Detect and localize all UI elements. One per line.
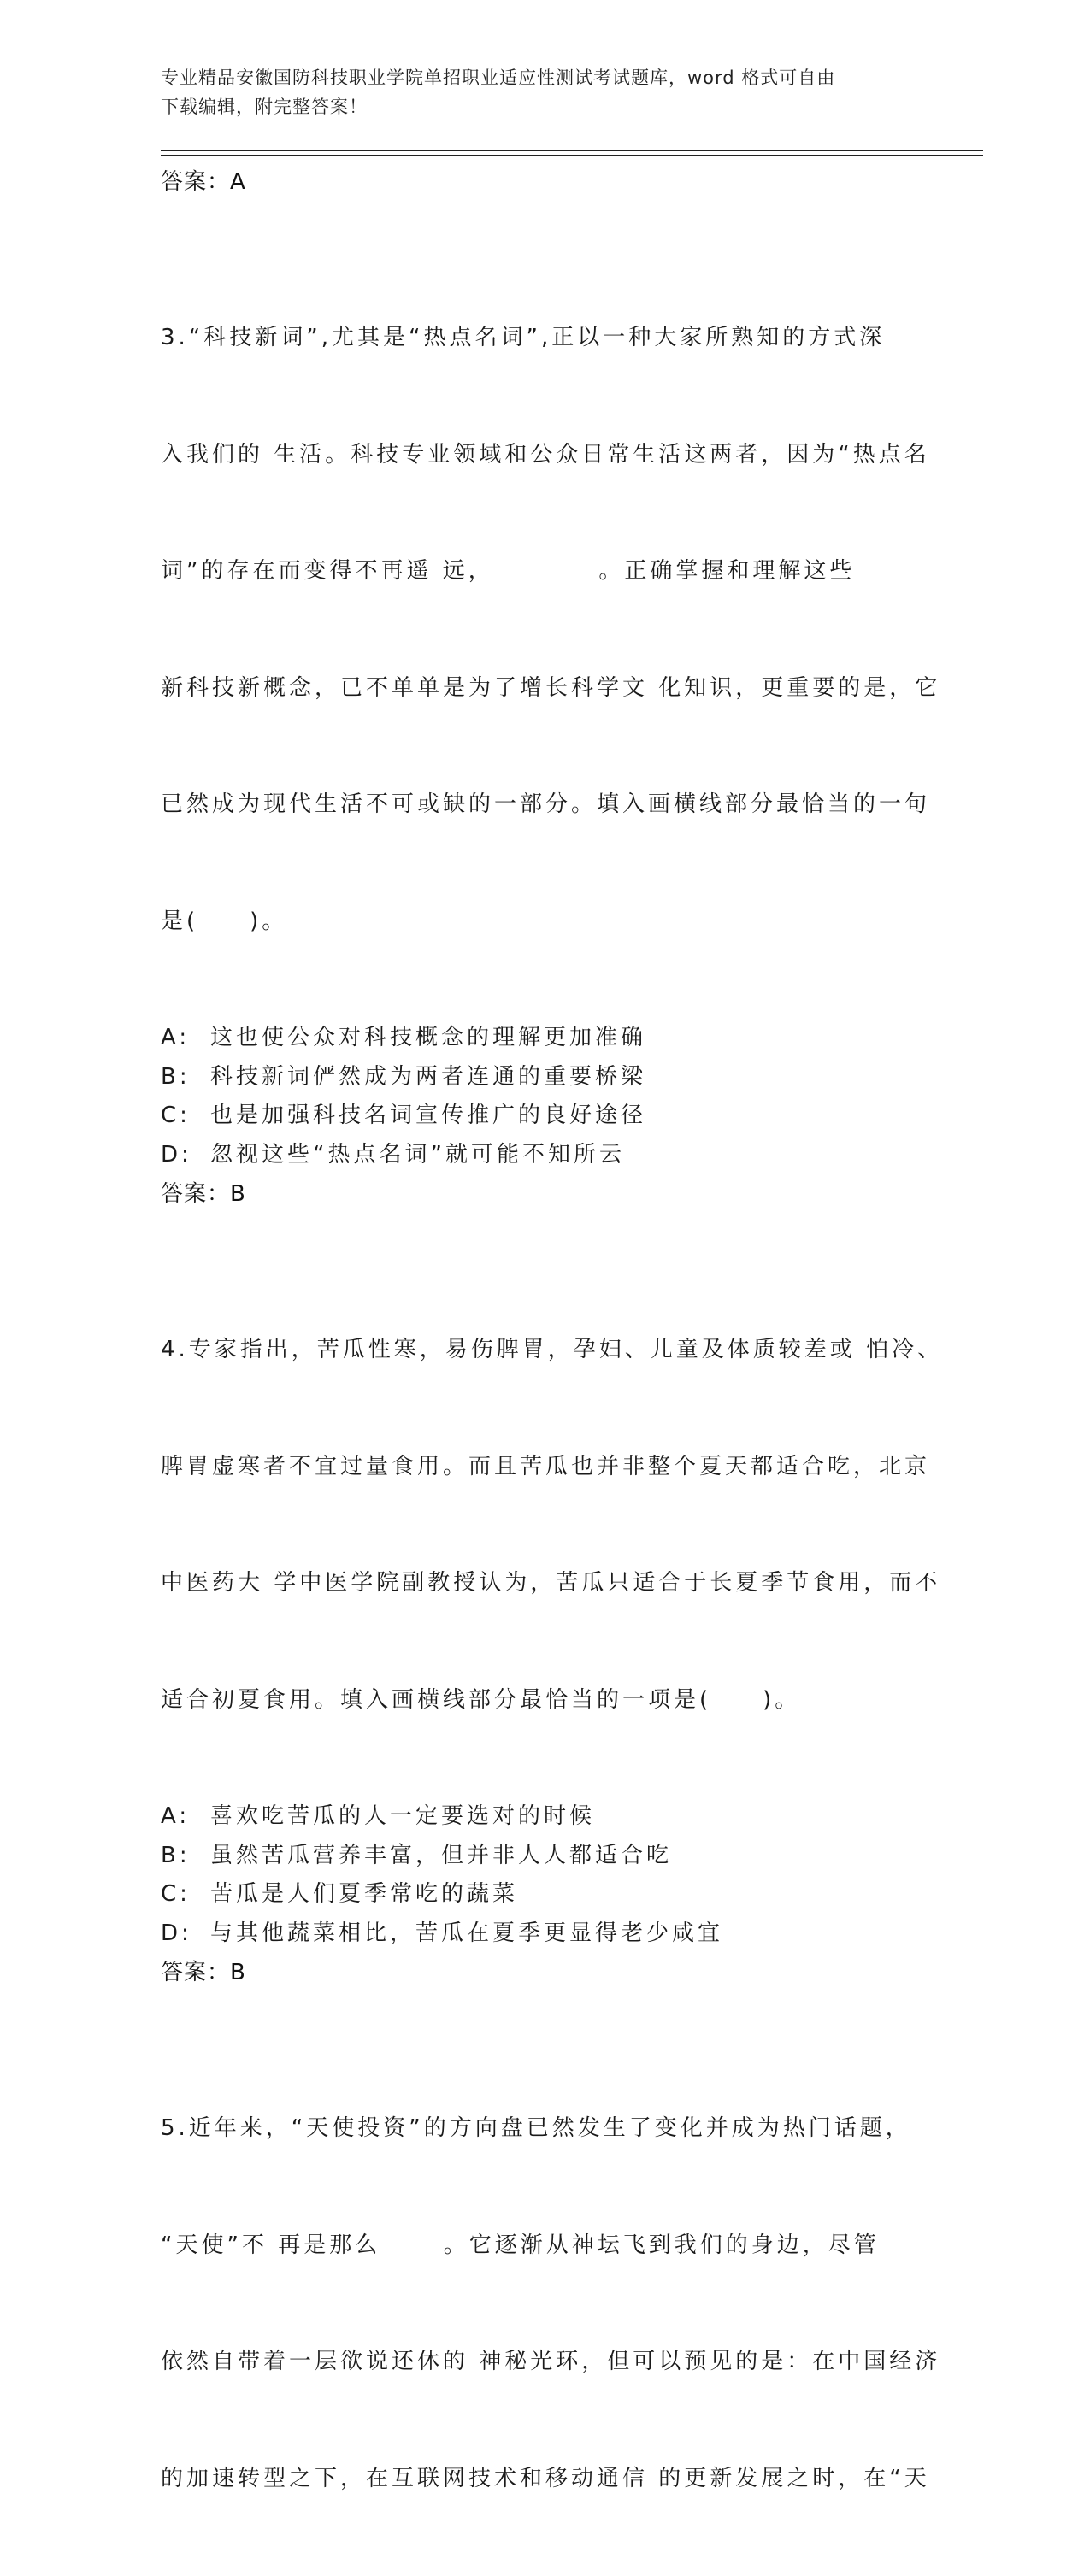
question-4-option-a bbox=[161, 1797, 930, 1837]
option-text: 科技新词俨然成为两者连通的重要桥梁 bbox=[210, 1063, 647, 1090]
question-4-line: 中医药大 学中医学院副教授认为，苦瓜只适合于长夏季节食用，而不 bbox=[161, 1570, 941, 1596]
question-4-line: 适合初夏食用。填入画横线部分最恰当的一项是( )。 bbox=[161, 1686, 801, 1713]
question-3-line: 已然成为现代生活不可或缺的一部分。填入画横线部分最恰当的一句 bbox=[161, 791, 931, 817]
question-3-line: 是( )。 bbox=[161, 908, 288, 934]
option-letter: D: bbox=[161, 1141, 192, 1167]
question-5-line: 的加速转型之下，在互联网技术和移动通信 的更新发展之时，在“天 bbox=[161, 2465, 930, 2491]
header-line-1: 专业精品安徽国防科技职业学院单招职业适应性测试考试题库，word 格式可自由 bbox=[161, 68, 836, 88]
question-5 bbox=[161, 2032, 941, 2576]
question-4-option-c bbox=[161, 1875, 930, 1914]
option-text: 苦瓜是人们夏季常吃的蔬菜 bbox=[210, 1881, 519, 1907]
option-text: 这也使公众对科技概念的理解更加准确 bbox=[210, 1025, 647, 1050]
question-4 bbox=[161, 1253, 944, 1992]
question-3-line: 入我们的 生活。科技专业领域和公众日常生活这两者，因为“热点名 bbox=[161, 441, 930, 468]
answer-previous-question: 答案：A bbox=[161, 169, 246, 195]
question-3-line: 新科技新概念，已不单单是为了增长科学文 化知识，更重要的是，它 bbox=[161, 674, 941, 701]
option-letter: B: bbox=[161, 1842, 191, 1868]
option-letter: D: bbox=[161, 1920, 192, 1946]
option-letter: B: bbox=[161, 1063, 191, 1090]
question-5-line: “天使”不 再是那么 。它逐渐从神坛飞到我们的身边，尽管 bbox=[161, 2232, 880, 2258]
option-text: 与其他蔬菜相比，苦瓜在夏季更显得老少咸宜 bbox=[210, 1920, 724, 1946]
document-body bbox=[161, 162, 944, 2576]
option-text: 忽视这些“热点名词”就可能不知所云 bbox=[210, 1141, 625, 1167]
question-3-answer: 答案：B bbox=[161, 1181, 246, 1207]
header-divider-top bbox=[161, 150, 983, 151]
header-divider-bottom bbox=[161, 155, 983, 156]
option-letter: A: bbox=[161, 1803, 191, 1829]
question-5-line: 5.近年来，“天使投资”的方向盘已然发生了变化并成为热门话题， bbox=[161, 2115, 911, 2141]
question-4-answer: 答案：B bbox=[161, 1960, 246, 1985]
question-3-option-a bbox=[161, 1019, 930, 1058]
question-3-option-b bbox=[161, 1058, 930, 1097]
option-letter: A: bbox=[161, 1025, 191, 1050]
question-4-line: 脾胃虚寒者不宜过量食用。而且苦瓜也并非整个夏天都适合吃，北京 bbox=[161, 1453, 931, 1479]
question-3-line: 词”的存在而变得不再遥 远， 。正确掌握和理解这些 bbox=[161, 558, 856, 584]
option-text: 喜欢吃苦瓜的人一定要选对的时候 bbox=[210, 1803, 596, 1829]
question-4-line: 4.专家指出，苦瓜性寒，易伤脾胃，孕妇、儿童及体质较差或 怕冷、 bbox=[161, 1337, 944, 1362]
question-4-option-b bbox=[161, 1837, 930, 1876]
question-4-stem bbox=[161, 1253, 944, 1797]
option-text: 也是加强科技名词宣传推广的良好途径 bbox=[210, 1103, 647, 1128]
header-line-2: 下载编辑，附完整答案！ bbox=[161, 97, 368, 117]
page-header bbox=[161, 63, 913, 121]
question-3-option-c bbox=[161, 1097, 930, 1136]
option-text: 虽然苦瓜营养丰富，但并非人人都适合吃 bbox=[210, 1842, 673, 1868]
question-3-stem bbox=[161, 241, 941, 1019]
option-letter: C: bbox=[161, 1881, 191, 1907]
question-3-line: 3.“科技新词”,尤其是“热点名词”,正以一种大家所熟知的方式深 bbox=[161, 325, 886, 350]
question-5-stem bbox=[161, 2032, 941, 2576]
option-letter: C: bbox=[161, 1103, 191, 1128]
question-3 bbox=[161, 241, 941, 1214]
question-3-option-d bbox=[161, 1136, 930, 1175]
question-5-line: 依然自带着一层欲说还休的 神秘光环，但可以预见的是：在中国经济 bbox=[161, 2349, 941, 2374]
question-4-option-d bbox=[161, 1914, 930, 1954]
